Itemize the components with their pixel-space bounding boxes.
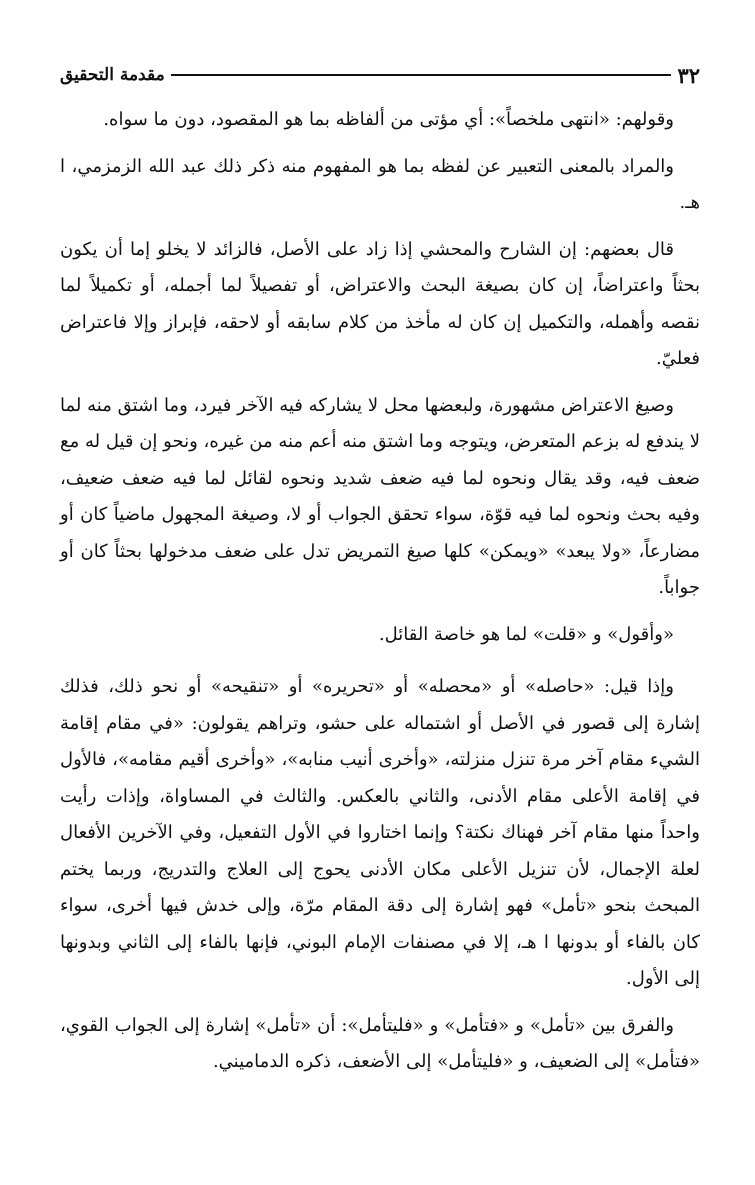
paragraph-4: وصيغ الاعتراض مشهورة، ولبعضها محل لا يشاركه فيه الآخر فيرد، وما اشتق منه لما لا يندفع له بزعم المتعرض، ويتوجه وما اشتق منه أعم منه من غيره، ونحو إن قيل له مع ضعف فيه، وقد يقال ونحوه لما فيه ضعف شديد ونحوه لقائل لما فيه ضعف ضعيف، وفيه بحث ونحوه لما فيه قوّة، سواء تحقق الجواب أو لا، وصيغة المجهول ماضياً كان أو مضارعاً، «ولا يبعد» «ويمكن» كلها صيغ التمريض تدل على ضعف مدخولها بحثاً كان أو جواباً. (60, 394, 700, 598)
paragraph-5: «وأقول» و «قلت» لما هو خاصة القائل. (378, 623, 674, 645)
running-title: مقدمة التحقيق (60, 65, 165, 85)
page-header (60, 58, 700, 92)
paragraph-3: قال بعضهم: إن الشارح والمحشي إذا زاد على الأصل، فالزائد لا يخلو إما أن يكون بحثاً واعتراضاً، إن كان بصيغة البحث والاعتراض، أو تفصيلاً لما أجمله، أو تكميلاً لما نقصه وأهمله، والتكميل إن كان له مأخذ من كلام سابقه أو لاحقه، فإبراز وإلا فاعتراض فعليّ. (60, 238, 700, 369)
page-body (60, 102, 700, 1081)
book-page (60, 58, 700, 1091)
page-number: ٣٢ (677, 62, 700, 88)
header-rule (171, 74, 672, 76)
paragraph-1: وقولهم: «انتهى ملخصاً»: أي مؤتى من ألفاظه بما هو المقصود، دون ما سواه. (103, 109, 674, 130)
paragraph-6: وإذا قيل: «حاصله» أو «محصله» أو «تحريره» أو «تنقيحه» أو نحو ذلك، فذلك إشارة إلى قصور في الأصل أو اشتماله على حشو، وتراهم يقولون: «في مقام إقامة الشيء مقام آخر مرة تنزل منزلته، «وأخرى أنيب منابه»، «وأخرى أقيم مقامه»، فالأول في إقامة الأعلى مقام الأدنى، والثاني بالعكس. والثالث في المساواة، وإذات رأيت واحداً منها مقام آخر فهناك نكتة؟ وإنما اختاروا في الأول التفعيل، وفي الآخرين الأفعال لعلة الإجمال، لأن تنزيل الأعلى مكان الأدنى يحوج إلى العلاج والتدريج، وربما يختم المبحث بنحو «تأمل» فهو إشارة إلى دقة المقام مرّة، وإلى خدش فيها أخرى، سواء كان بالفاء أو بدونها ا هـ، إلا في مصنفات الإمام البوني، فإنها بالفاء إلى الثاني وبدونها إلى الأول. (60, 676, 700, 989)
paragraph-2: والمراد بالمعنى التعبير عن لفظه بما هو المفهوم منه ذكر ذلك عبد الله الزمزمي، ا هـ. (60, 155, 700, 213)
paragraph-7: والفرق بين «تأمل» و «فتأمل» و «فليتأمل»: أن «تأمل» إشارة إلى الجواب القوي، «فتأمل» إلى الضعيف، و «فليتأمل» إلى الأضعف، ذكره الدماميني. (60, 1014, 700, 1072)
